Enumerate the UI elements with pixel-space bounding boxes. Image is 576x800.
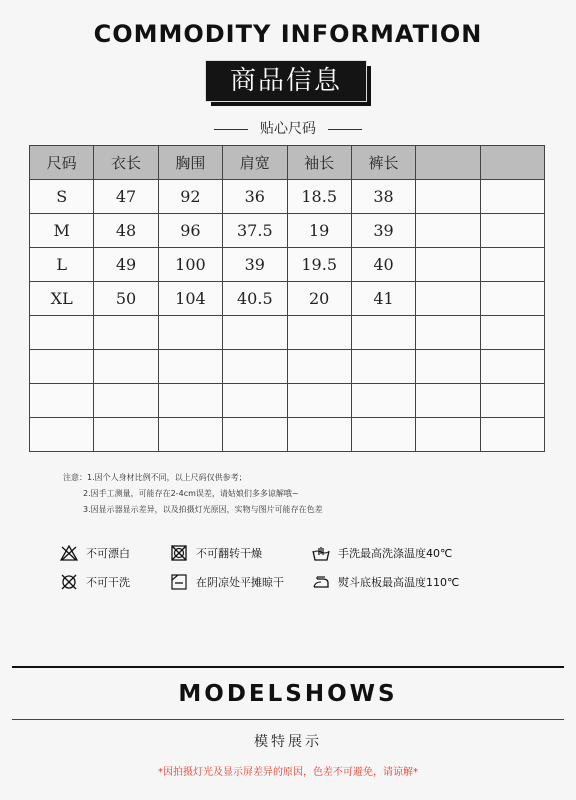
- table-cell: [351, 316, 415, 350]
- table-row: [30, 350, 545, 384]
- page-title: COMMODITY INFORMATION: [93, 20, 483, 48]
- notes: [63, 470, 323, 518]
- care-item-hand-wash: [312, 545, 452, 561]
- care-label: 不可干洗: [86, 576, 130, 589]
- table-cell: [480, 384, 544, 418]
- care-item-no-bleach: [60, 545, 130, 561]
- table-cell: [416, 350, 480, 384]
- note-line: 2.因手工测量，可能存在2-4cm误差，请姑娘们多多谅解哦~: [83, 489, 299, 498]
- section-divider: [12, 666, 564, 668]
- section-divider-thin: [12, 719, 564, 720]
- table-row: [30, 316, 545, 350]
- table-cell: [480, 282, 544, 316]
- model-section-title: MODELSHOWS: [178, 681, 398, 707]
- column-header: [480, 146, 544, 180]
- table-cell: 36: [223, 180, 287, 214]
- table-cell: [416, 316, 480, 350]
- table-cell: 47: [94, 180, 158, 214]
- note-line: 3.因显示器显示差异，以及拍摄灯光原因，实物与图片可能存在色差: [83, 505, 323, 514]
- table-cell: [480, 350, 544, 384]
- table-cell: [416, 418, 480, 452]
- divider-left: [214, 129, 248, 130]
- no-tumble-dry-icon: [170, 545, 188, 561]
- table-cell: 38: [351, 180, 415, 214]
- table-cell: [351, 350, 415, 384]
- care-item-no-dry-clean: [60, 574, 130, 590]
- banner-label: 商品信息: [205, 60, 367, 102]
- table-row: [30, 384, 545, 418]
- column-header: 尺码: [30, 146, 94, 180]
- table-cell: 96: [158, 214, 222, 248]
- table-cell: 104: [158, 282, 222, 316]
- table-cell: 18.5: [287, 180, 351, 214]
- column-header: 袖长: [287, 146, 351, 180]
- table-cell: [223, 316, 287, 350]
- banner: [205, 60, 375, 108]
- table-row: [30, 214, 545, 248]
- column-header: 裤长: [351, 146, 415, 180]
- table-row: [30, 418, 545, 452]
- table-cell: [223, 384, 287, 418]
- table-cell: [30, 418, 94, 452]
- table-cell: [158, 350, 222, 384]
- table-cell: [223, 350, 287, 384]
- care-item-no-tumble-dry: [170, 545, 262, 561]
- table-cell: [158, 384, 222, 418]
- table-header-row: [30, 146, 545, 180]
- table-cell: [94, 350, 158, 384]
- care-label: 手洗最高洗涤温度40℃: [338, 547, 453, 560]
- table-cell: [351, 384, 415, 418]
- table-cell: [94, 384, 158, 418]
- care-label: 熨斗底板最高温度110℃: [338, 576, 460, 589]
- hand-wash-icon: [312, 545, 330, 561]
- table-cell: [416, 214, 480, 248]
- divider-right: [328, 129, 362, 130]
- table-cell: [287, 316, 351, 350]
- table-cell: [480, 316, 544, 350]
- table-cell: 100: [158, 248, 222, 282]
- note-line: 注意：1.因个人身材比例不同，以上尺码仅供参考；: [63, 473, 247, 482]
- color-disclaimer: *因拍摄灯光及显示屏差异的原因，色差不可避免，请谅解*: [158, 767, 418, 778]
- care-label: 在阴凉处平摊晾干: [196, 576, 284, 589]
- table-cell: [416, 384, 480, 418]
- table-cell: [416, 248, 480, 282]
- table-cell: 92: [158, 180, 222, 214]
- table-cell: [480, 418, 544, 452]
- care-label: 不可漂白: [86, 547, 130, 560]
- table-cell: [287, 384, 351, 418]
- no-dry-clean-icon: [60, 574, 78, 590]
- table-cell: 49: [94, 248, 158, 282]
- column-header: 衣长: [94, 146, 158, 180]
- table-cell: M: [30, 214, 94, 248]
- table-cell: 19.5: [287, 248, 351, 282]
- table-cell: 50: [94, 282, 158, 316]
- table-cell: 39: [223, 248, 287, 282]
- care-label: 不可翻转干燥: [196, 547, 262, 560]
- table-cell: XL: [30, 282, 94, 316]
- no-bleach-icon: [60, 545, 78, 561]
- size-subtitle: [0, 118, 576, 138]
- table-cell: 48: [94, 214, 158, 248]
- table-cell: [94, 316, 158, 350]
- table-cell: L: [30, 248, 94, 282]
- table-cell: [351, 418, 415, 452]
- table-cell: 40: [351, 248, 415, 282]
- table-cell: [30, 350, 94, 384]
- table-cell: [94, 418, 158, 452]
- care-item-iron: [312, 574, 459, 590]
- size-table: [29, 145, 545, 452]
- table-cell: [158, 316, 222, 350]
- shade-dry-icon: [170, 574, 188, 590]
- table-cell: 19: [287, 214, 351, 248]
- table-cell: [223, 418, 287, 452]
- size-subtitle-text: 贴心尺码: [260, 121, 316, 137]
- table-row: [30, 248, 545, 282]
- column-header: 肩宽: [223, 146, 287, 180]
- column-header: 胸围: [158, 146, 222, 180]
- table-cell: [30, 384, 94, 418]
- table-cell: [416, 180, 480, 214]
- table-cell: 40.5: [223, 282, 287, 316]
- table-cell: [287, 418, 351, 452]
- table-cell: [287, 350, 351, 384]
- iron-icon: [312, 574, 330, 590]
- table-cell: 39: [351, 214, 415, 248]
- model-section-subtitle: 模特展示: [254, 734, 322, 750]
- table-cell: [480, 214, 544, 248]
- table-cell: [480, 180, 544, 214]
- table-cell: [480, 248, 544, 282]
- table-row: [30, 180, 545, 214]
- table-cell: [158, 418, 222, 452]
- care-item-shade-dry: [170, 574, 284, 590]
- column-header: [416, 146, 480, 180]
- table-cell: 37.5: [223, 214, 287, 248]
- table-cell: [30, 316, 94, 350]
- table-cell: 41: [351, 282, 415, 316]
- table-cell: [416, 282, 480, 316]
- table-row: [30, 282, 545, 316]
- table-cell: 20: [287, 282, 351, 316]
- table-cell: S: [30, 180, 94, 214]
